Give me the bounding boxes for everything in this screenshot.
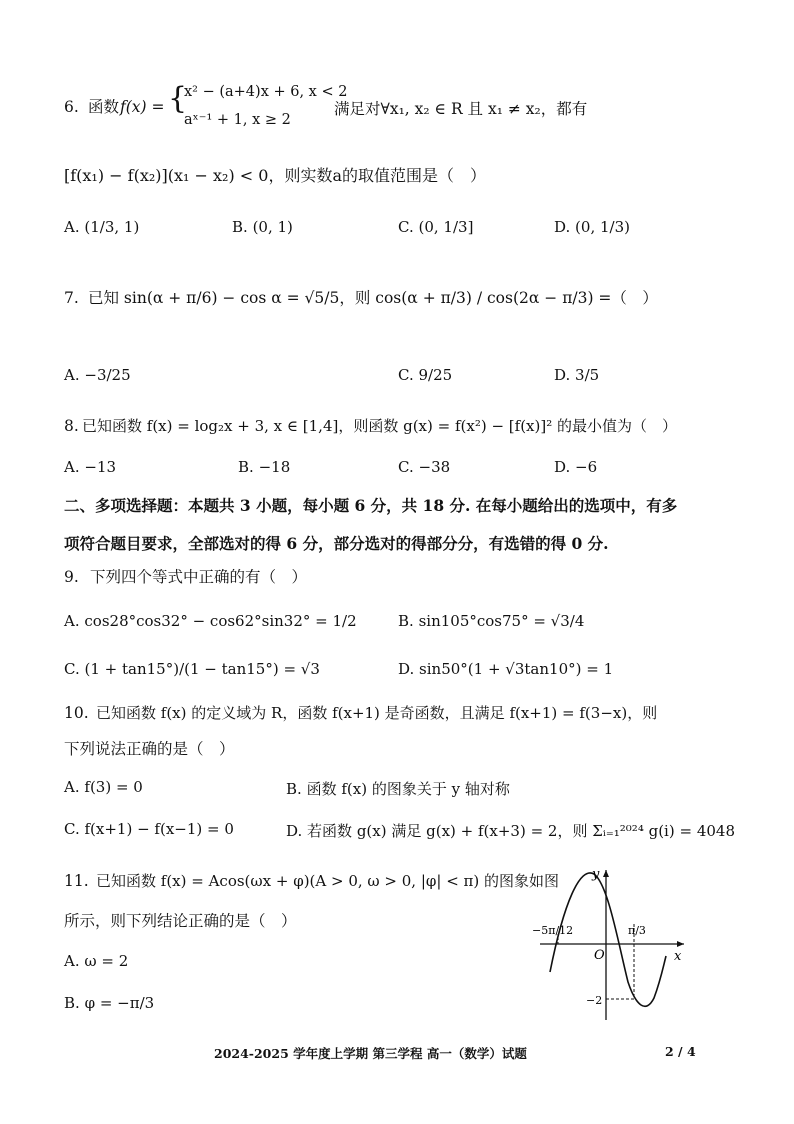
q6-case1: x² − (a+4)x + 6, x < 2: [184, 84, 348, 100]
q10-option-a[interactable]: A. f(3) = 0: [64, 778, 143, 796]
q11-number: 11.: [64, 872, 89, 890]
q8-option-a[interactable]: A. −13: [64, 458, 117, 476]
x-axis-arrow: [677, 941, 684, 947]
q7-option-c[interactable]: C. 9/25: [398, 366, 453, 384]
q11-option-a[interactable]: A. ω = 2: [64, 952, 129, 970]
q11-option-b[interactable]: B. φ = −π/3: [64, 994, 155, 1012]
q9-option-d[interactable]: D. sin50°(1 + √3tan10°) = 1: [398, 660, 614, 678]
q7-number: 7.: [64, 289, 79, 307]
q7-option-a[interactable]: A. −3/25: [64, 366, 131, 384]
page-number: 2 / 4: [665, 1044, 696, 1059]
q10-line2: 下列说法正确的是（ ）: [64, 740, 235, 758]
q7-option-d[interactable]: D. 3/5: [554, 366, 600, 384]
q8-option-d[interactable]: D. −6: [554, 458, 598, 476]
q10-option-b[interactable]: B. 函数 f(x) 的图象关于 y 轴对称: [286, 780, 510, 798]
q6-brace: {: [168, 81, 188, 116]
q10-option-c[interactable]: C. f(x+1) − f(x−1) = 0: [64, 820, 234, 838]
q10-option-d[interactable]: D. 若函数 g(x) 满足 g(x) + f(x+3) = 2，则 Σᵢ₌₁²⁰²⁴ g(i) = 4048: [286, 822, 735, 840]
q6-line2: [f(x₁) − f(x₂)](x₁ − x₂) < 0，则实数a的取值范围是（ ）: [64, 166, 486, 185]
q10-stem: 已知函数 f(x) 的定义域为 R，函数 f(x+1) 是奇函数，且满足 f(x+1) = f(3−x)，则: [96, 704, 658, 722]
q6-option-c[interactable]: C. (0, 1/3]: [398, 218, 474, 236]
q9-stem: 下列四个等式中正确的有（ ）: [90, 568, 308, 586]
q11-cosine-graph: [528, 862, 690, 1024]
q9-option-a[interactable]: A. cos28°cos32° − cos62°sin32° = 1/2: [64, 612, 357, 630]
q8-stem: 已知函数 f(x) = log₂x + 3, x ∈ [1,4]，则函数 g(x) = f(x²) − [f(x)]² 的最小值为（ ）: [82, 417, 678, 435]
left-mark-label: −5π/12: [532, 924, 574, 937]
q6-option-b[interactable]: B. (0, 1): [232, 218, 293, 236]
cosine-curve: [550, 873, 666, 1006]
origin-label: O: [594, 948, 605, 963]
q6-condition: 满足对∀x₁, x₂ ∈ R 且 x₁ ≠ x₂，都有: [334, 100, 588, 118]
right-mark-label: π/3: [628, 924, 646, 937]
q11-line2: 所示，则下列结论正确的是（ ）: [64, 912, 297, 930]
q6-number: 6.: [64, 98, 79, 116]
q9-option-c[interactable]: C. (1 + tan15°)/(1 − tan15°) = √3: [64, 660, 320, 678]
q8-option-b[interactable]: B. −18: [238, 458, 291, 476]
q9-option-b[interactable]: B. sin105°cos75° = √3/4: [398, 612, 585, 630]
min-label: −2: [586, 994, 603, 1007]
q7-stem: 已知 sin(α + π/6) − cos α = √5/5，则 cos(α + π/3) / cos(2α − π/3) =（ ）: [88, 289, 658, 307]
q9-number: 9.: [64, 568, 79, 586]
q6-lead: 函数: [88, 98, 120, 116]
q11-stem: 已知函数 f(x) = Acos(ωx + φ)(A > 0, ω > 0, |φ| < π) 的图象如图: [96, 872, 560, 890]
section2-line1: 二、多项选择题：本题共 3 小题，每小题 6 分，共 18 分. 在每小题给出的选项中，有多: [64, 496, 678, 515]
q10-number: 10.: [64, 704, 89, 722]
x-axis-label: x: [674, 949, 682, 964]
q8-option-c[interactable]: C. −38: [398, 458, 451, 476]
q6-option-d[interactable]: D. (0, 1/3): [554, 218, 630, 236]
y-axis-arrow: [603, 870, 609, 877]
q6-case2: aˣ⁻¹ + 1, x ≥ 2: [184, 112, 291, 128]
y-axis-label: y: [592, 867, 600, 882]
section2-line2: 项符合题目要求，全部选对的得 6 分，部分选对的得部分分，有选错的得 0 分.: [64, 534, 609, 553]
q6-option-a[interactable]: A. (1/3, 1): [64, 218, 140, 236]
footer-title: 2024-2025 学年度上学期 第三学程 高一（数学）试题: [214, 1046, 527, 1061]
q6-fx: f(x) =: [120, 98, 165, 116]
q8-number: 8.: [64, 417, 79, 435]
